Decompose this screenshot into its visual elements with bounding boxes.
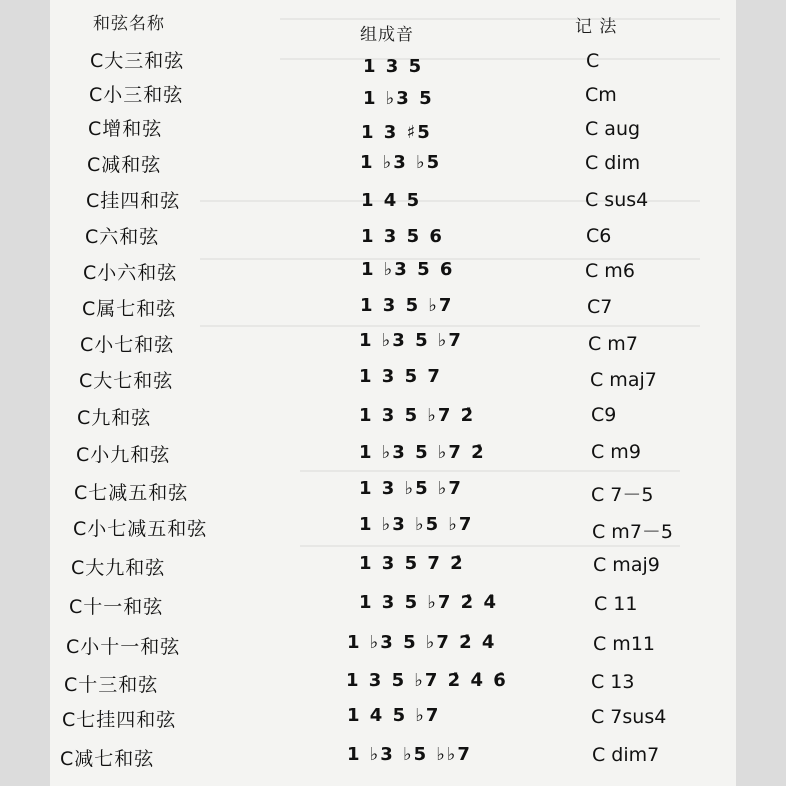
- table-row: [50, 330, 736, 364]
- chord-name: C七减五和弦: [74, 482, 189, 504]
- chord-symbol: C7: [587, 296, 613, 318]
- chord-notes: 1 ♭3 ♭5: [360, 152, 442, 173]
- chord-notes: 1 3 5 ♭7: [360, 295, 454, 316]
- chord-symbol: C aug: [585, 118, 641, 140]
- chord-name: C小三和弦: [89, 84, 184, 106]
- chord-notes: 1 ♭3 5 ♭7: [359, 330, 463, 351]
- chord-symbol: C dim7: [592, 744, 660, 766]
- chord-notes: 1 ♭3 5 ♭7 2̇ 4̇: [347, 632, 497, 653]
- chord-name: C小十一和弦: [66, 636, 181, 658]
- chord-symbol: C m7: [588, 333, 638, 355]
- chord-notes: 1 4 5 ♭7: [347, 705, 441, 726]
- chord-name: C九和弦: [77, 407, 152, 429]
- chord-symbol: C m7－5: [592, 521, 673, 543]
- chord-symbol: C m11: [593, 633, 655, 655]
- chord-name: C挂四和弦: [86, 190, 181, 212]
- chord-symbol: C: [586, 50, 600, 72]
- chord-notes: 1 3 5 7 2̇: [359, 553, 465, 574]
- table-row: [50, 632, 736, 666]
- chord-symbol: C maj7: [590, 369, 657, 391]
- chord-name: C小七减五和弦: [73, 518, 208, 540]
- table-row: [50, 514, 736, 548]
- scan-margin-left: [0, 0, 50, 786]
- chord-notes: 1 3 ♯5: [361, 122, 432, 143]
- table-row: [50, 705, 736, 739]
- chord-notes: 1 ♭3 5 6: [361, 259, 455, 280]
- table-row: [50, 150, 736, 184]
- chord-name: C小七和弦: [80, 334, 175, 356]
- chord-name: C大七和弦: [79, 370, 174, 392]
- chord-notes: 1 3 5 ♭7 2̇ 4̇: [359, 592, 498, 613]
- table-row: [50, 258, 736, 292]
- table-row: [50, 114, 736, 148]
- chord-symbol: Cm: [585, 84, 617, 106]
- chord-name: C十一和弦: [69, 596, 164, 618]
- chord-name: C大九和弦: [71, 557, 166, 579]
- chord-name: C减七和弦: [60, 748, 155, 770]
- chord-symbol: C 13: [591, 671, 635, 693]
- chord-name: C增和弦: [88, 118, 163, 140]
- chord-name: C小六和弦: [83, 262, 178, 284]
- table-row: [50, 186, 736, 220]
- chord-notes: 1 3 5: [363, 56, 424, 77]
- chord-notes: 1 3 ♭5 ♭7: [359, 478, 463, 499]
- chord-name: C减和弦: [87, 154, 162, 176]
- header-notes: 组成音: [360, 25, 414, 45]
- header-chord-name: 和弦名称: [93, 14, 165, 34]
- table-row: [50, 553, 736, 587]
- chord-name: C六和弦: [85, 226, 160, 248]
- bleed-through-line: [280, 18, 720, 20]
- table-row: [50, 294, 736, 328]
- chord-notes: 1 3 5 ♭7 2̇ 4̇ 6̇: [346, 670, 508, 691]
- chord-symbol: C9: [591, 404, 617, 426]
- chord-symbol: C maj9: [593, 554, 660, 576]
- table-row: [50, 46, 736, 80]
- document-page: [50, 0, 736, 786]
- chord-name: C七挂四和弦: [62, 709, 177, 731]
- chord-name: C十三和弦: [64, 674, 159, 696]
- table-row: [50, 403, 736, 437]
- chord-symbol: C m6: [585, 260, 635, 282]
- chord-notes: 1 ♭3 5: [363, 88, 434, 109]
- table-row: [50, 80, 736, 114]
- chord-symbol: C 7sus4: [591, 706, 667, 728]
- chord-name: C大三和弦: [90, 50, 185, 72]
- chord-notes: 1 ♭3 ♭5 ♭7: [359, 514, 474, 535]
- chord-notes: 1 ♭3 ♭5 ♭♭7: [347, 744, 472, 765]
- scan-margin-right: [736, 0, 786, 786]
- table-row: [50, 222, 736, 256]
- table-row: [50, 366, 736, 400]
- chord-notes: 1 3 5 7: [359, 366, 442, 387]
- chord-symbol: C 11: [594, 593, 638, 615]
- chord-notes: 1 4 5: [361, 190, 422, 211]
- chord-symbol: C6: [586, 225, 612, 247]
- chord-symbol: C 7－5: [591, 484, 654, 506]
- chord-notes: 1 3 5 ♭7 2̇: [359, 405, 476, 426]
- chord-symbol: C sus4: [585, 189, 649, 211]
- chord-notes: 1 ♭3 5 ♭7 2̇: [359, 442, 486, 463]
- chord-name: C小九和弦: [76, 444, 171, 466]
- chord-symbol: C dim: [585, 152, 641, 174]
- table-row: [50, 670, 736, 704]
- header-symbol: 记 法: [575, 17, 618, 37]
- chord-name: C属七和弦: [82, 298, 177, 320]
- table-row: [50, 440, 736, 474]
- chord-notes: 1 3 5 6: [361, 226, 444, 247]
- table-row: [50, 592, 736, 626]
- chord-symbol: C m9: [591, 441, 641, 463]
- table-row: [50, 744, 736, 778]
- table-row: [50, 478, 736, 512]
